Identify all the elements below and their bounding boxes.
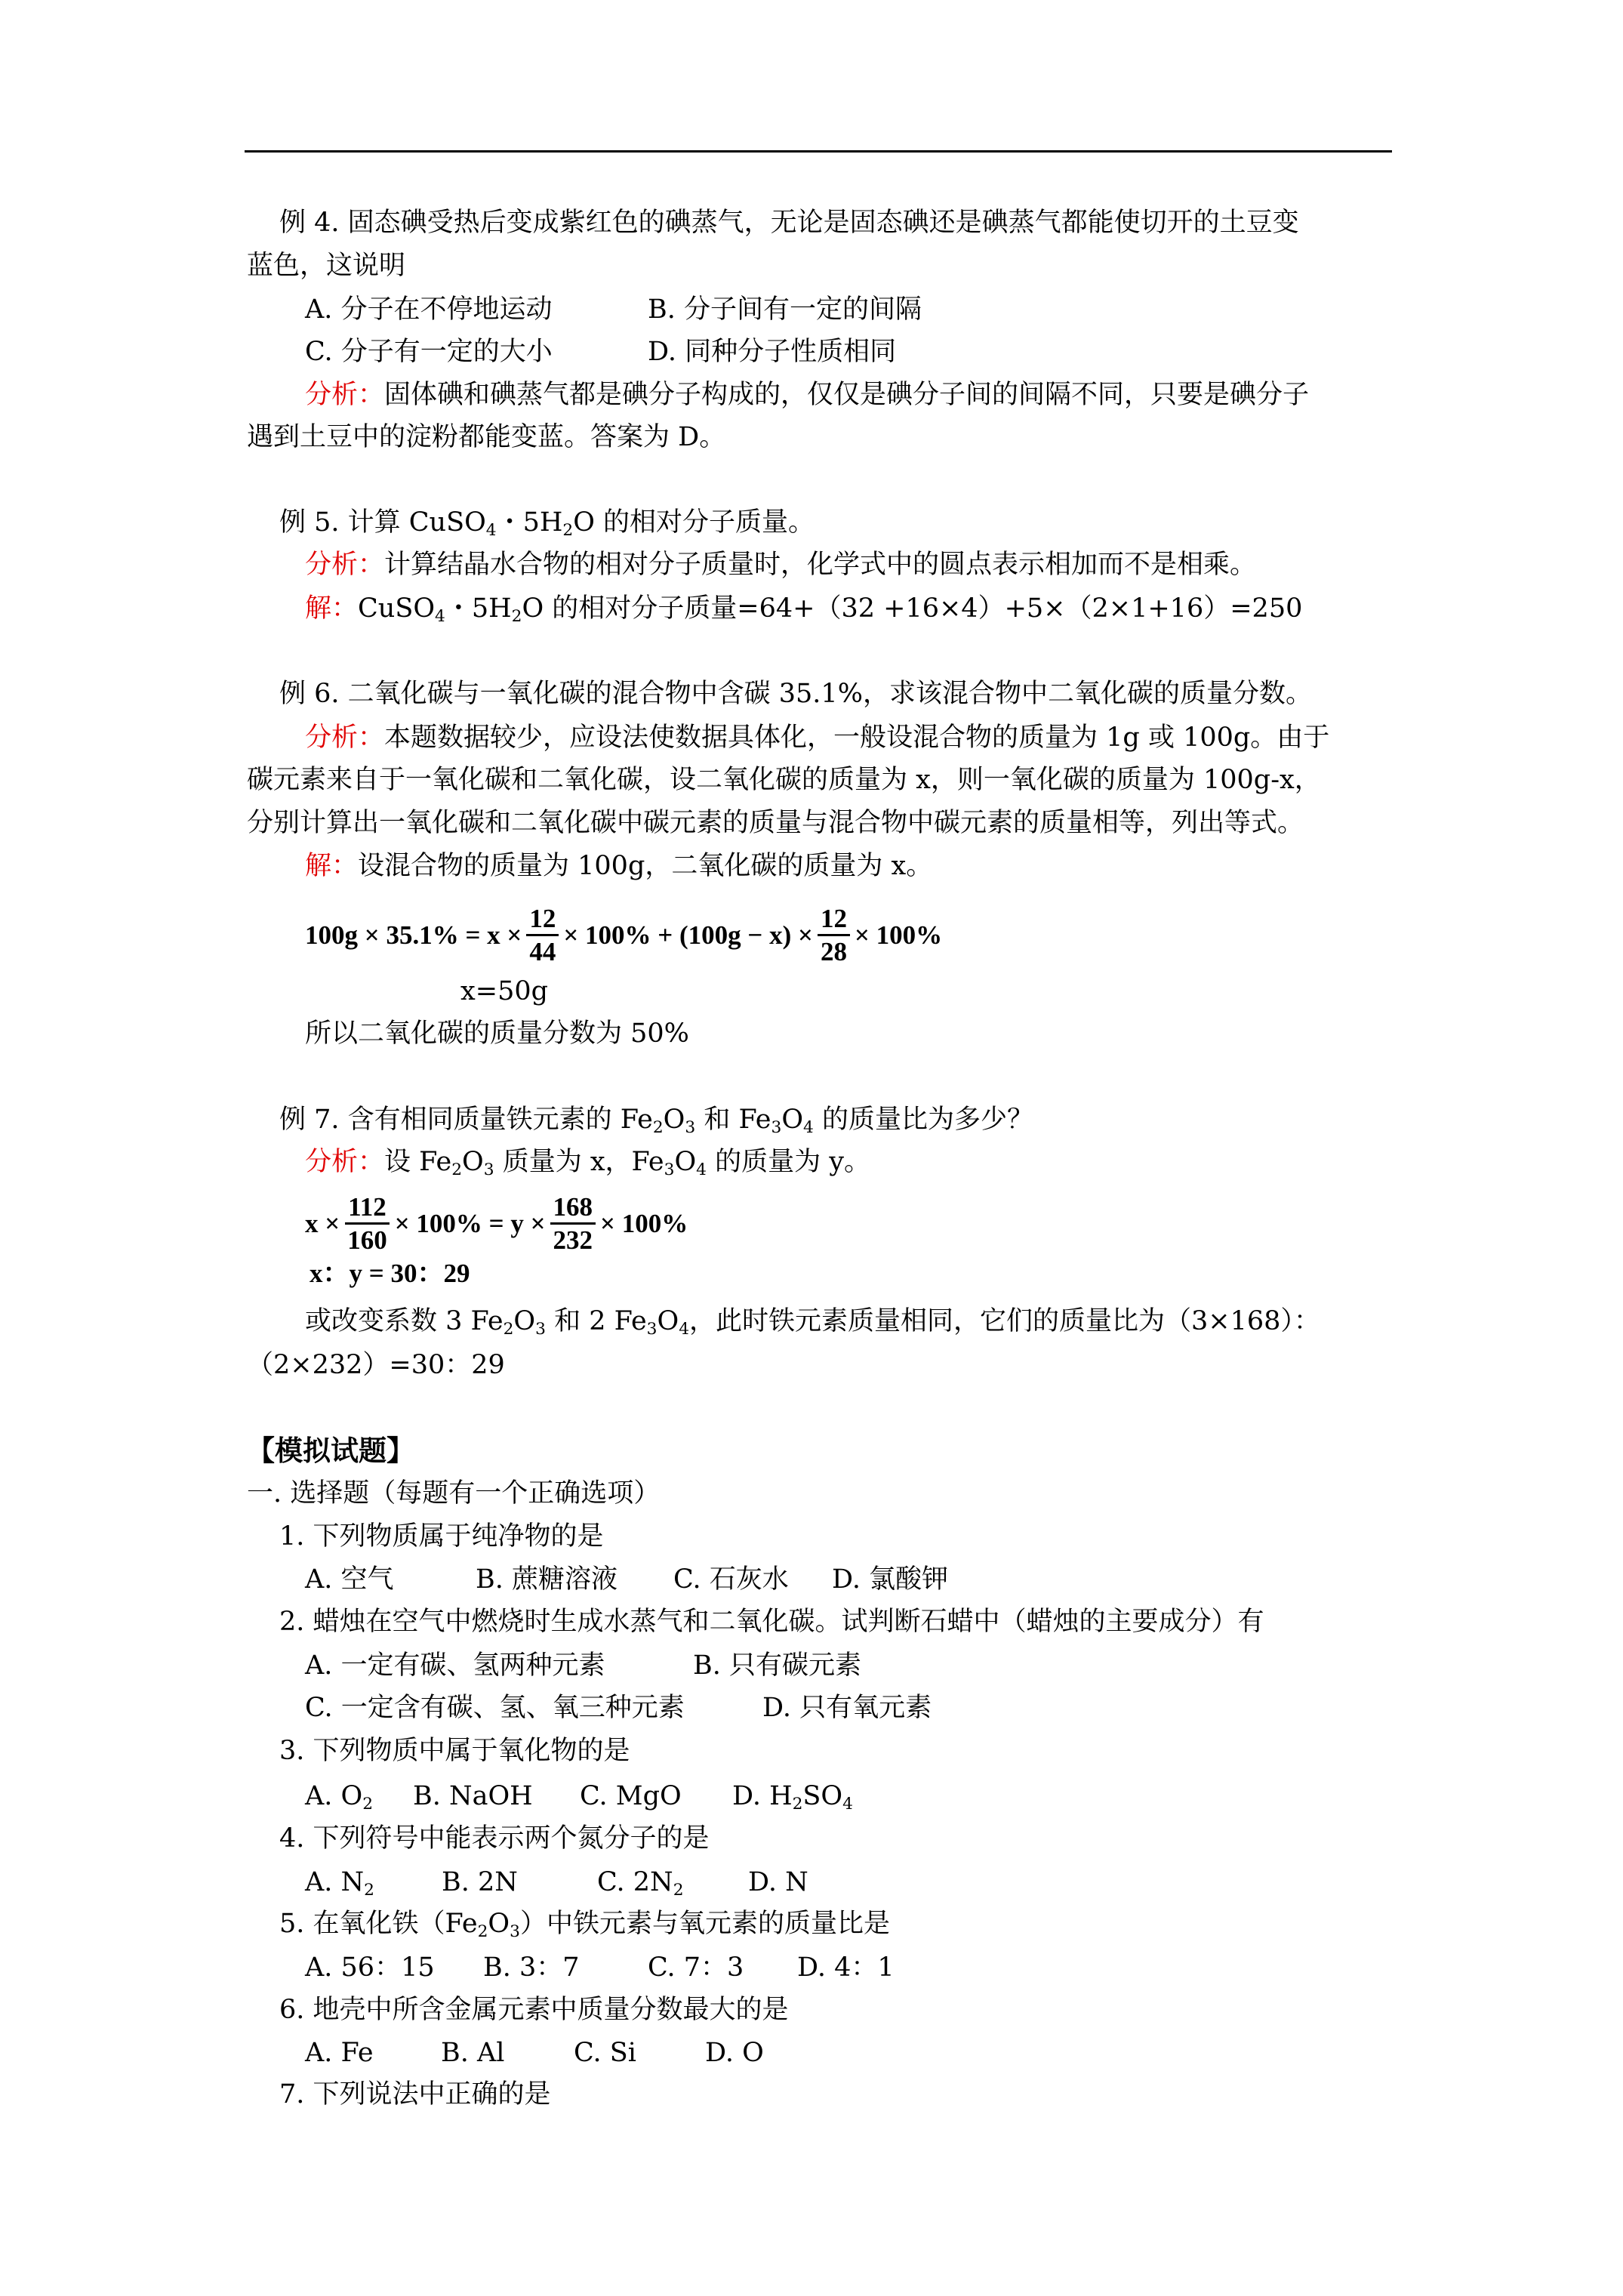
fraction-1-numerator: 112 [345, 1194, 390, 1225]
solution-label: 解： [305, 593, 359, 624]
q5-option-b: B. 3：7 [483, 1952, 580, 1983]
q2-option-a: A. 一定有碳、氢两种元素 [305, 1650, 605, 1681]
analysis-text: 计算结晶水合物的相对分子质量时，化学式中的圆点表示相加而不是相乘。 [384, 550, 1257, 580]
analysis-label: 分析： [305, 1147, 385, 1177]
eq-left: x × [305, 1208, 340, 1238]
q5-stem: 5. 在氧化铁$(Fe_2O_3)$中铁元素与氧元素的质量比是 [279, 1909, 890, 1942]
section-title: 【模拟试题】 [247, 1434, 414, 1467]
q6-options [305, 2040, 764, 2066]
q3-option-b: B. NaOH [413, 1781, 533, 1811]
q1-stem: 1. 下列物质属于纯净物的是 [279, 1521, 604, 1552]
q6-stem: 6. 地壳中所含金属元素中质量分数最大的是 [279, 1995, 789, 2025]
q1-options [305, 1564, 949, 1595]
q3-options [305, 1781, 853, 1814]
q3-option-a: A. $O_2$ [305, 1781, 374, 1814]
ex6-question: 例 6. 二氧化碳与一氧化碳的混合物中含碳 35.1%，求该混合物中二氧化碳的质量分数。 [279, 679, 1312, 709]
q5-option-c: C. 7：3 [648, 1952, 744, 1983]
q4-options [305, 1867, 808, 1900]
q3-option-c: C. MgO [580, 1781, 682, 1811]
ex7-alt-line1: 或改变系数 3 $Fe_2O_3$ 和 2 $Fe_3O_4$，此时铁元素质量相同，它们的质量比为（3×168）： [305, 1306, 1320, 1339]
q2-option-c: C. 一定含有碳、氢、氧三种元素 [305, 1693, 685, 1723]
ex4-option-b: B. 分子间有一定的间隔 [648, 294, 922, 325]
eq-right: × 100% [854, 920, 943, 950]
fraction-1 [526, 905, 559, 965]
ex5-q-post: 的相对分子质量。 [594, 507, 815, 538]
solution-text: 设混合物的质量为 100g，二氧化碳的质量为 x。 [358, 851, 933, 881]
q4-option-d: D. N [748, 1867, 808, 1897]
ex7-question: 例 7. 含有相同质量铁元素的 $Fe_2O_3$ 和 $Fe_3O_4$ 的质量比为多少？ [279, 1105, 1033, 1138]
ex5-q-pre: 例 5. 计算 CuSO [279, 507, 486, 538]
q1-option-d: D. 氯酸钾 [832, 1564, 949, 1595]
q3-stem: 3. 下列物质中属于氧化物的是 [279, 1736, 630, 1766]
q6-option-d: D. O [705, 2038, 764, 2068]
q1-option-c: C. 石灰水 [673, 1564, 789, 1595]
fraction-2-numerator: 12 [818, 905, 850, 936]
q4-stem: 4. 下列符号中能表示两个氮分子的是 [279, 1823, 710, 1854]
ex4-option-c: C. 分子有一定的大小 [305, 337, 553, 367]
eq-mid: × 100% + (100g − x) × [563, 920, 813, 950]
q6-option-c: C. Si [574, 2038, 636, 2068]
analysis-label: 分析： [305, 380, 385, 410]
q5-option-d: D. 4：1 [797, 1952, 895, 1983]
analysis-text: 本题数据较少，应设法使数据具体化，一般设混合物的质量为 1g 或 100g。由于 [384, 723, 1330, 753]
ex5-question: 例 5. 计算 CuSO$_4$・$5H_2O$ 的相对分子质量。 [279, 507, 815, 541]
ex5-solution: 解：CuSO$_4$・$5H_2O$ 的相对分子质量=64+（32 +16×4）+5×（2×1+16）=250 [305, 593, 1303, 627]
q4-option-b: B. 2N [442, 1867, 518, 1897]
q4-option-a: A. $N_2$ [305, 1867, 374, 1900]
q7-stem: 7. 下列说法中正确的是 [279, 2079, 551, 2110]
fraction-2-denominator: 28 [820, 936, 847, 966]
ex4-question-line1: 例 4. 固态碘受热后变成紫红色的碘蒸气，无论是固态碘还是碘蒸气都能使切开的土豆变 [279, 208, 1299, 238]
q1-option-a: A. 空气 [305, 1564, 394, 1595]
ex6-analysis-line2: 碳元素来自于一氧化碳和二氧化碳，设二氧化碳的质量为 x，则一氧化碳的质量为 100g-x， [247, 765, 1321, 795]
q3-option-d: D. $H_2SO_4$ [732, 1781, 853, 1814]
ex7-ratio: x：y = 30：29 [310, 1259, 470, 1288]
q6-option-b: B. Al [441, 2038, 505, 2068]
fraction-2 [550, 1191, 596, 1255]
ex6-equation [305, 888, 942, 982]
ex4-analysis-line2: 遇到土豆中的淀粉都能变蓝。答案为 D。 [247, 422, 726, 452]
q4-option-c: C. $2N_2$ [597, 1867, 684, 1900]
ex6-result: x=50g [460, 976, 549, 1006]
ex7-alt-line2: （2×232）=30：29 [247, 1350, 505, 1380]
fraction-1 [344, 1191, 390, 1255]
analysis-label: 分析： [305, 550, 385, 580]
q6-option-a: A. Fe [305, 2038, 374, 2068]
q2-option-d: D. 只有氧元素 [762, 1693, 932, 1723]
analysis-text: 固体碘和碘蒸气都是碘分子构成的，仅仅是碘分子间的间隔不同，只要是碘分子 [384, 380, 1310, 410]
ex5-sol-pre: CuSO [358, 593, 436, 624]
ex4-option-d: D. 同种分子性质相同 [648, 337, 897, 367]
fraction-1-denominator: 160 [347, 1225, 387, 1255]
ex6-analysis-line1 [305, 725, 1329, 751]
q2-option-b: B. 只有碳元素 [693, 1650, 861, 1681]
ex4-analysis-line1 [305, 382, 1309, 408]
analysis-label: 分析： [305, 723, 385, 753]
ex4-question-line2: 蓝色，这说明 [247, 251, 406, 281]
ex4-option-a: A. 分子在不停地运动 [305, 294, 553, 325]
eq-mid: × 100% = y × [394, 1208, 546, 1238]
q5-option-a: A. 56：15 [305, 1952, 435, 1983]
ex7-analysis: 分析：设 $Fe_2O_3$ 质量为 x，$Fe_3O_4$ 的质量为 y。 [305, 1147, 870, 1180]
ex5-analysis [305, 552, 1256, 578]
fraction-2 [818, 905, 850, 965]
q1-option-b: B. 蔗糖溶液 [476, 1564, 617, 1595]
fraction-1-denominator: 44 [529, 936, 556, 966]
ex6-conclusion: 所以二氧化碳的质量分数为 50% [305, 1019, 689, 1049]
q2-stem: 2. 蜡烛在空气中燃烧时生成水蒸气和二氧化碳。试判断石蜡中（蜡烛的主要成分）有 [279, 1607, 1264, 1637]
section-subtitle: 一. 选择题（每题有一个正确选项） [247, 1478, 661, 1509]
ex7-equation [305, 1176, 688, 1270]
header-rule [245, 150, 1392, 153]
solution-label: 解： [305, 851, 359, 881]
eq-right: × 100% [600, 1208, 688, 1238]
ex5-sol-post: 的相对分子质量=64+（32 +16×4）+5×（2×1+16）=250 [544, 593, 1303, 624]
fraction-1-numerator: 12 [526, 905, 559, 936]
eq-left: 100g × 35.1% = x × [305, 920, 522, 950]
q5-options [305, 1952, 895, 1983]
fraction-2-denominator: 232 [553, 1225, 593, 1255]
ex6-solution [305, 853, 932, 880]
ex6-analysis-line3: 分别计算出一氧化碳和二氧化碳中碳元素的质量与混合物中碳元素的质量相等，列出等式。 [247, 808, 1304, 838]
fraction-2-numerator: 168 [550, 1194, 596, 1225]
